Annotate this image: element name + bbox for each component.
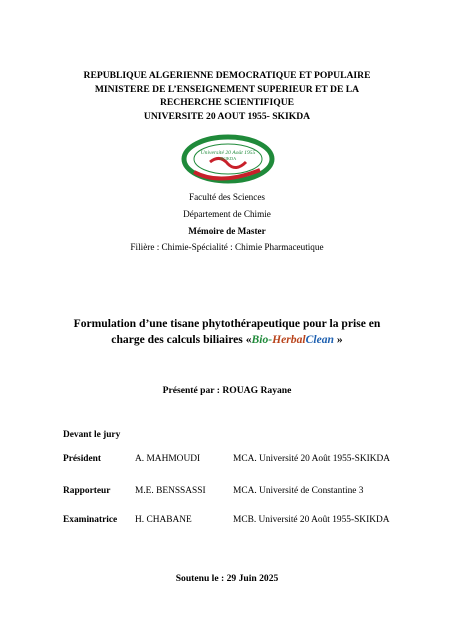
jury-row-examinatrice xyxy=(0,515,454,528)
university-logo-icon xyxy=(180,132,276,188)
title-line-2-prefix: charge des calculs biliaires « xyxy=(111,332,252,346)
jury-name: M.E. BENSSASSI xyxy=(135,486,206,496)
title-line-2 xyxy=(0,332,454,348)
brand-clean: Clean xyxy=(305,332,334,346)
jury-role: Président xyxy=(63,454,102,464)
jury-name: A. MAHMOUDI xyxy=(135,454,201,464)
jury-institution: MCB. Université 20 Août 1955-SKIKDA xyxy=(233,515,390,525)
jury-name: H. CHABANE xyxy=(135,515,192,525)
brand-bio: Bio- xyxy=(251,332,273,346)
header-line-2: MINISTERE DE L’ENSEIGNEMENT SUPERIEUR ET DE LA xyxy=(94,83,360,95)
jury-role: Rapporteur xyxy=(63,486,111,496)
memoire-type: Mémoire de Master xyxy=(188,226,266,236)
brand-herbal: Herbal xyxy=(272,332,306,346)
presented-by: Présenté par : ROUAG Rayane xyxy=(162,385,292,396)
university-logo xyxy=(180,132,276,188)
jury-institution: MCA. Université de Constantine 3 xyxy=(233,486,364,496)
faculty: Faculté des Sciences xyxy=(188,192,266,202)
defense-date: Soutenu le : 29 Juin 2025 xyxy=(175,573,279,584)
jury-institution: MCA. Université 20 Août 1955-SKIKDA xyxy=(233,454,391,464)
title-line-1: Formulation d’une tisane phytothérapeutique pour la prise en xyxy=(73,317,381,330)
logo-text-bottom: SKIKDA xyxy=(219,156,237,161)
header-line-3: RECHERCHE SCIENTIFIQUE xyxy=(159,97,295,109)
logo-text-top: Université 20 Août 1955 xyxy=(200,150,256,156)
header-line-4: UNIVERSITE 20 AOUT 1955- SKIKDA xyxy=(143,110,311,122)
republic-header xyxy=(0,69,454,123)
filiere: Filière : Chimie-Spécialité : Chimie Pharmaceutique xyxy=(130,242,324,252)
jury-role: Examinatrice xyxy=(63,515,118,525)
jury-heading: Devant le jury xyxy=(63,430,121,440)
thesis-title xyxy=(0,316,454,347)
header-line-1: REPUBLIQUE ALGERIENNE DEMOCRATIQUE ET POPULAIRE xyxy=(83,70,371,81)
jury-row-president xyxy=(0,454,454,467)
department: Département de Chimie xyxy=(183,209,271,219)
title-line-2-suffix: » xyxy=(333,332,343,346)
jury-row-rapporteur xyxy=(0,486,454,499)
